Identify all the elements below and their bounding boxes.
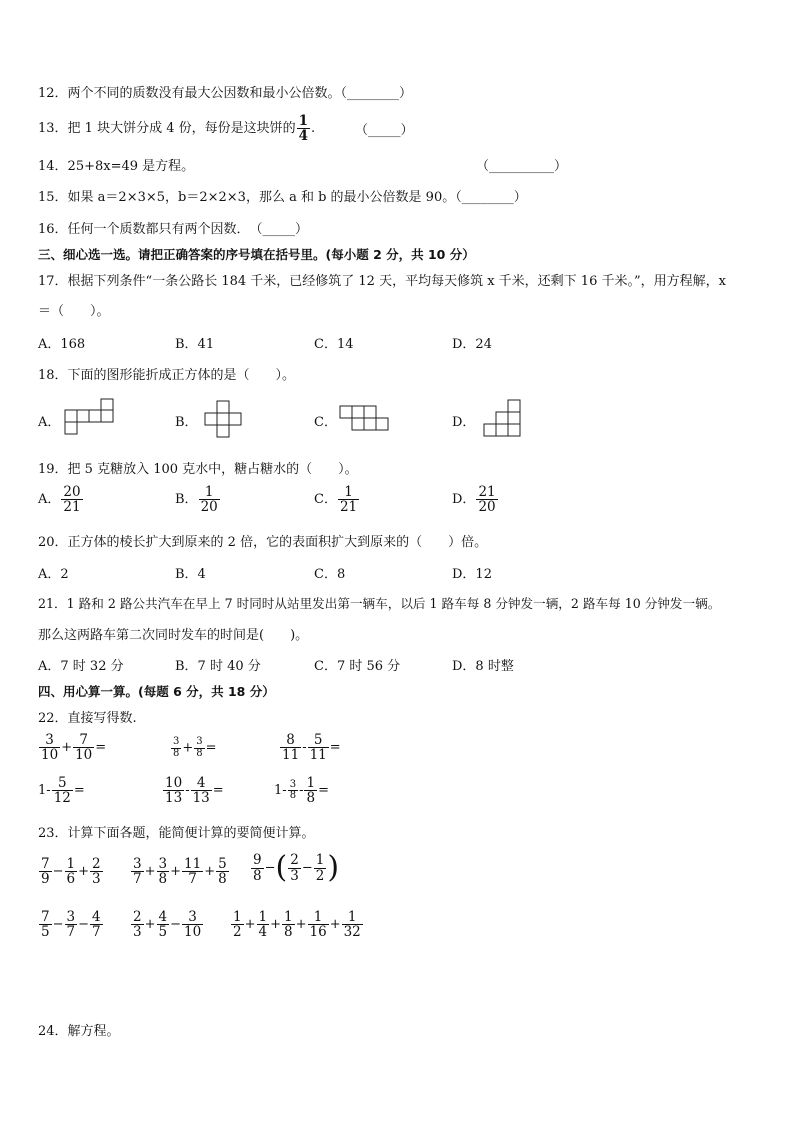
question-13-text: 13．把 1 块大饼分成 4 份，每份是这块饼的 bbox=[38, 121, 296, 137]
expression: $\frac{3}{7}$ + $\frac{3}{8}$ + $\frac{11}{7}$ + $\frac{5}{8}$ bbox=[133, 856, 227, 888]
expression: 1- $\frac{3}{8}$ - $\frac{1}{8}$ = bbox=[274, 775, 329, 807]
question-23: 23．计算下面各题，能简便计算的要简便计算。 bbox=[38, 826, 315, 841]
option-b[interactable]: B．7 时 40 分 bbox=[175, 659, 261, 674]
option-c[interactable]: C． $\frac{1}{21}$ bbox=[314, 484, 358, 516]
question-18: 18．下面的图形能折成正方体的是（ ）。 bbox=[38, 368, 296, 383]
expression: $\frac{3}{8}$ + $\frac{3}{8}$ = bbox=[173, 736, 217, 759]
question-21-line2: 那么这两路车第二次同时发车的时间是( )。 bbox=[38, 628, 309, 643]
option-d[interactable]: D． $\frac{21}{20}$ bbox=[452, 484, 496, 516]
fraction: $\frac{21}{20}$ bbox=[478, 484, 496, 516]
option-a[interactable]: A． $\frac{20}{21}$ bbox=[38, 484, 81, 516]
option-a[interactable]: A．7 时 32 分 bbox=[38, 659, 124, 674]
question-13-blank[interactable]: （_____） bbox=[355, 123, 414, 138]
expression: $\frac{7}{5}$ − $\frac{3}{7}$ − $\frac{4}{7}$ bbox=[41, 909, 101, 941]
option-c[interactable]: C．8 bbox=[314, 567, 346, 582]
expression: $\frac{10}{13}$ - $\frac{4}{13}$ = bbox=[165, 775, 224, 807]
fraction: $\frac{1}{21}$ bbox=[339, 484, 358, 516]
expression: $\frac{7}{9}$ − $\frac{1}{6}$ + $\frac{2}{3}$ bbox=[41, 856, 101, 888]
expression: $\frac{2}{3}$ + $\frac{4}{5}$ − $\frac{3}{10}$ bbox=[133, 909, 202, 941]
question-17-line2: ＝（ ）。 bbox=[38, 304, 110, 319]
question-14-blank[interactable]: （__________） bbox=[476, 159, 568, 174]
option-d[interactable]: D．24 bbox=[452, 337, 492, 352]
fraction: $\frac{1}{4}$ bbox=[298, 113, 309, 145]
question-14: 14．25+8x=49 是方程。 bbox=[38, 159, 195, 174]
question-13: 13．把 1 块大饼分成 4 份，每份是这块饼的 $\frac{1}{4}$ . bbox=[38, 113, 316, 145]
question-19: 19．把 5 克糖放入 100 克水中，糖占糖水的（ ）。 bbox=[38, 462, 358, 477]
cube-net-b bbox=[204, 400, 244, 440]
option-a[interactable]: A． bbox=[38, 415, 61, 430]
option-d[interactable]: D．8 时整 bbox=[452, 659, 514, 674]
question-17: 17．根据下列条件“一条公路长 184 千米，已经修筑了 12 天，平均每天修筑 x 千米，还剩下 16 千米。”，用方程解，x bbox=[38, 274, 726, 289]
expression: $\frac{1}{2}$ + $\frac{1}{4}$ + $\frac{1}{8}$ + $\frac{1}{16}$ + $\frac{1}{32}$ bbox=[233, 909, 361, 941]
option-d[interactable]: D． bbox=[452, 415, 476, 430]
option-a[interactable]: A．168 bbox=[38, 337, 86, 352]
option-a[interactable]: A．2 bbox=[38, 567, 69, 582]
option-c[interactable]: C．14 bbox=[314, 337, 354, 352]
question-24: 24．解方程。 bbox=[38, 1024, 120, 1039]
option-c[interactable]: C．7 时 56 分 bbox=[314, 659, 401, 674]
question-16: 16．任何一个质数都只有两个因数． （_____） bbox=[38, 222, 309, 237]
fraction: $\frac{1}{20}$ bbox=[200, 484, 218, 516]
section-3-heading: 三、细心选一选。请把正确答案的序号填在括号里。(每小题 2 分，共 10 分） bbox=[38, 247, 475, 262]
option-b[interactable]: B．41 bbox=[175, 337, 215, 352]
option-c[interactable]: C． bbox=[314, 415, 337, 430]
option-d[interactable]: D．12 bbox=[452, 567, 492, 582]
question-22: 22．直接写得数. bbox=[38, 711, 137, 726]
cube-net-d bbox=[483, 399, 525, 439]
fraction: $\frac{20}{21}$ bbox=[63, 484, 81, 516]
expression: $\frac{8}{11}$ - $\frac{5}{11}$ = bbox=[282, 732, 341, 764]
option-b[interactable]: B． bbox=[175, 415, 198, 430]
section-4-heading: 四、用心算一算。(每题 6 分，共 18 分） bbox=[38, 684, 275, 699]
question-21: 21．1 路和 2 路公共汽车在早上 7 时同时从站里发出第一辆车，以后 1 路车每 8 分钟发一辆，2 路车每 10 分钟发一辆。 bbox=[38, 596, 721, 611]
question-20: 20．正方体的棱长扩大到原来的 2 倍，它的表面积扩大到原来的（ ）倍。 bbox=[38, 535, 488, 550]
expression: $\frac{3}{10}$ + $\frac{7}{10}$ = bbox=[41, 732, 107, 764]
question-15: 15．如果 a＝2×3×5，b＝2×2×3，那么 a 和 b 的最小公倍数是 90。（________） bbox=[38, 190, 527, 205]
cube-net-c bbox=[339, 405, 391, 433]
expression: 1- $\frac{5}{12}$ = bbox=[38, 775, 85, 807]
cube-net-a bbox=[64, 398, 118, 438]
question-12: 12．两个不同的质数没有最大公因数和最小公倍数。（________） bbox=[38, 86, 413, 101]
option-b[interactable]: B． $\frac{1}{20}$ bbox=[175, 484, 218, 516]
expression: $\frac{9}{8}$ −( $\frac{2}{3}$ − $\frac{1}{2}$ ) bbox=[253, 850, 340, 885]
option-b[interactable]: B．4 bbox=[175, 567, 206, 582]
